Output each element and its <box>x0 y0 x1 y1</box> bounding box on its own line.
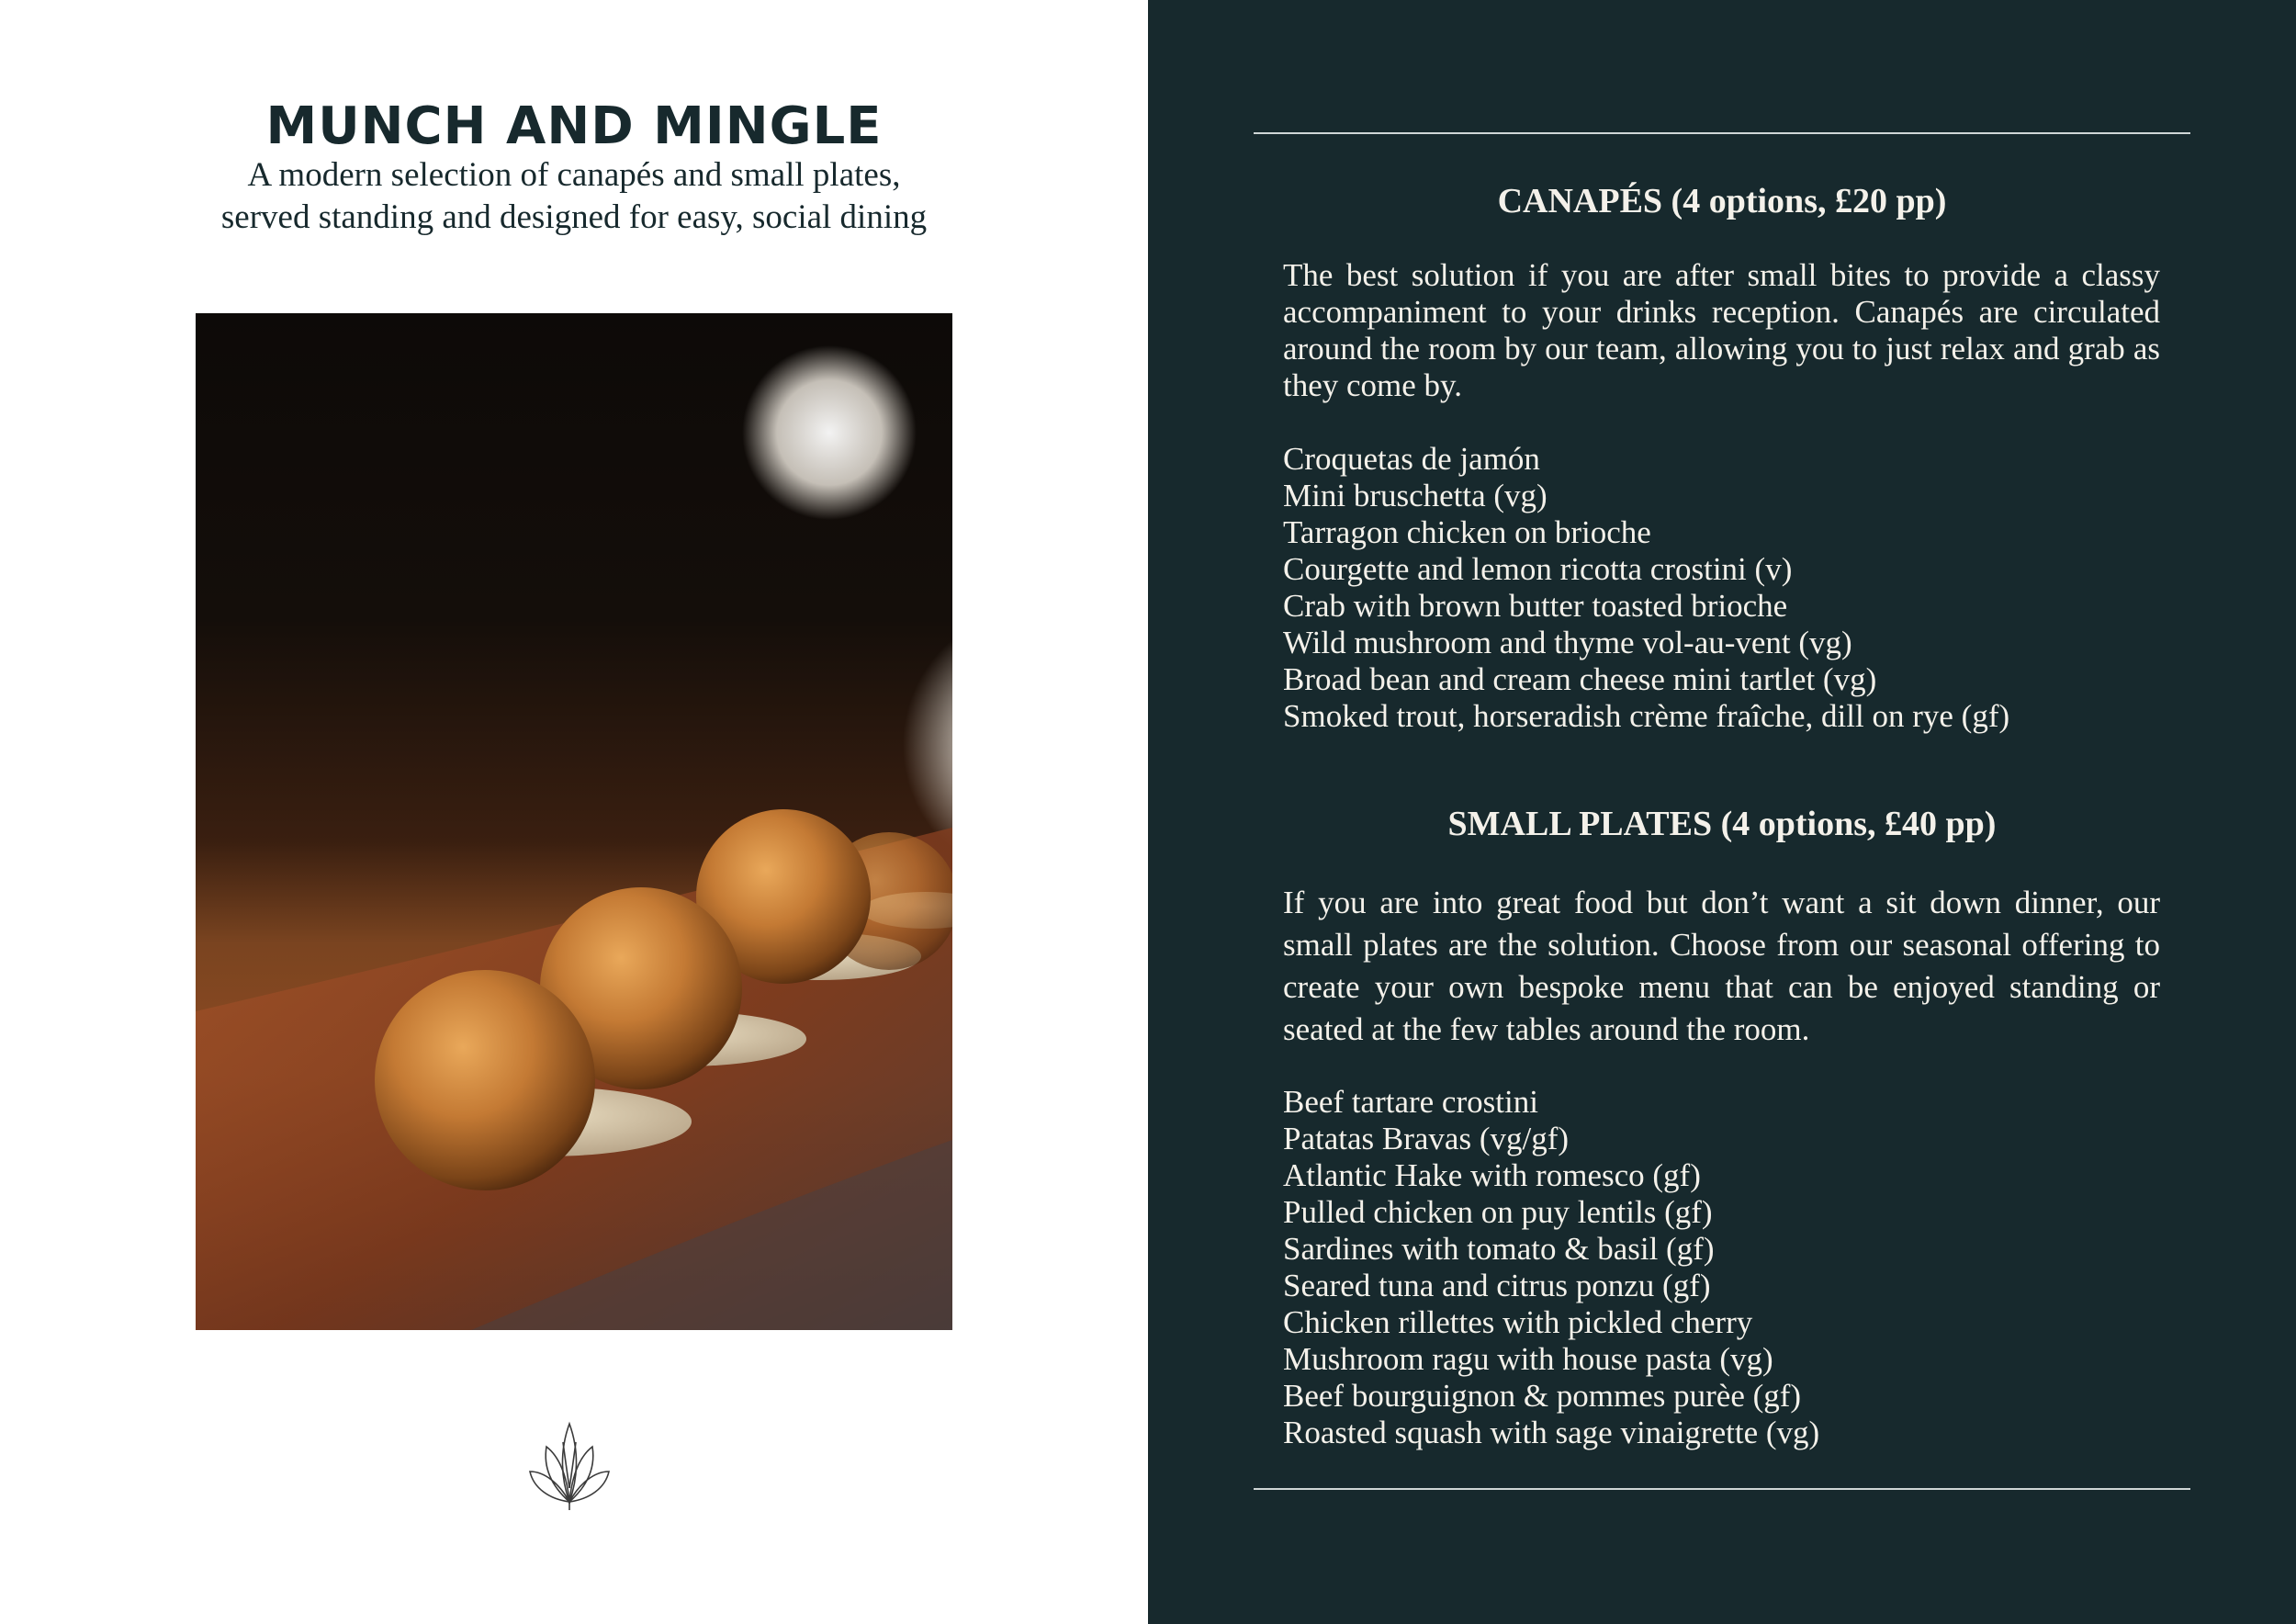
list-item: Chicken rillettes with pickled cherry <box>1283 1304 1753 1340</box>
list-item: Mushroom ragu with house pasta (vg) <box>1283 1341 1773 1377</box>
subtitle-line-2: served standing and designed for easy, social dining <box>220 198 928 236</box>
canapes-heading: CANAPÉS (4 options, £20 pp) <box>1497 182 1947 220</box>
list-item: Smoked trout, horseradish crème fraîche, dill on rye (gf) <box>1283 698 2010 734</box>
list-item: Crab with brown butter toasted brioche <box>1283 588 1788 624</box>
page-subtitle <box>119 154 1029 239</box>
top-divider <box>1254 132 2190 134</box>
bottom-divider <box>1254 1488 2190 1490</box>
page-title: MUNCH AND MINGLE <box>265 96 883 156</box>
croquetas-illustration <box>196 313 952 1330</box>
small-plates-description: If you are into great food but don’t want a sit down dinner, our small plates are the solution. Choose from our seasonal offering to create your own bespoke menu that can be enjoyed standing or seated at the few tables around the room. <box>1283 885 2160 1047</box>
list-item: Wild mushroom and thyme vol-au-vent (vg) <box>1283 625 1852 660</box>
list-item: Pulled chicken on puy lentils (gf) <box>1283 1194 1713 1230</box>
list-item: Patatas Bravas (vg/gf) <box>1283 1121 1570 1156</box>
list-item: Sardines with tomato & basil (gf) <box>1283 1231 1715 1267</box>
list-item: Seared tuna and citrus ponzu (gf) <box>1283 1268 1711 1303</box>
list-item: Beef bourguignon & pommes purèe (gf) <box>1283 1378 1802 1414</box>
right-page <box>1148 0 2296 1624</box>
list-item: Mini bruschetta (vg) <box>1283 478 1548 513</box>
subtitle-line-1: A modern selection of canapés and small plates, <box>247 156 901 194</box>
canapes-list <box>1283 441 2160 735</box>
canapes-description: The best solution if you are after small bites to provide a classy accompaniment to your drinks reception. Canapés are circulated around the room by our team, allowing you to just relax and grab as they come by. <box>1283 257 2160 403</box>
list-item: Tarragon chicken on brioche <box>1283 514 1651 550</box>
list-item: Broad bean and cream cheese mini tartlet (vg) <box>1283 661 1877 697</box>
list-item: Croquetas de jamón <box>1283 441 1540 477</box>
small-plates-heading: SMALL PLATES (4 options, £40 pp) <box>1447 805 1997 843</box>
list-item: Atlantic Hake with romesco (gf) <box>1283 1157 1701 1193</box>
list-item: Courgette and lemon ricotta crostini (v) <box>1283 551 1793 587</box>
list-item: Roasted squash with sage vinaigrette (vg) <box>1283 1415 1820 1450</box>
croquetas-photo <box>196 313 952 1330</box>
magnolia-flower-icon <box>526 1415 613 1511</box>
small-plates-list <box>1283 1084 2160 1451</box>
list-item: Beef tartare crostini <box>1283 1084 1538 1120</box>
